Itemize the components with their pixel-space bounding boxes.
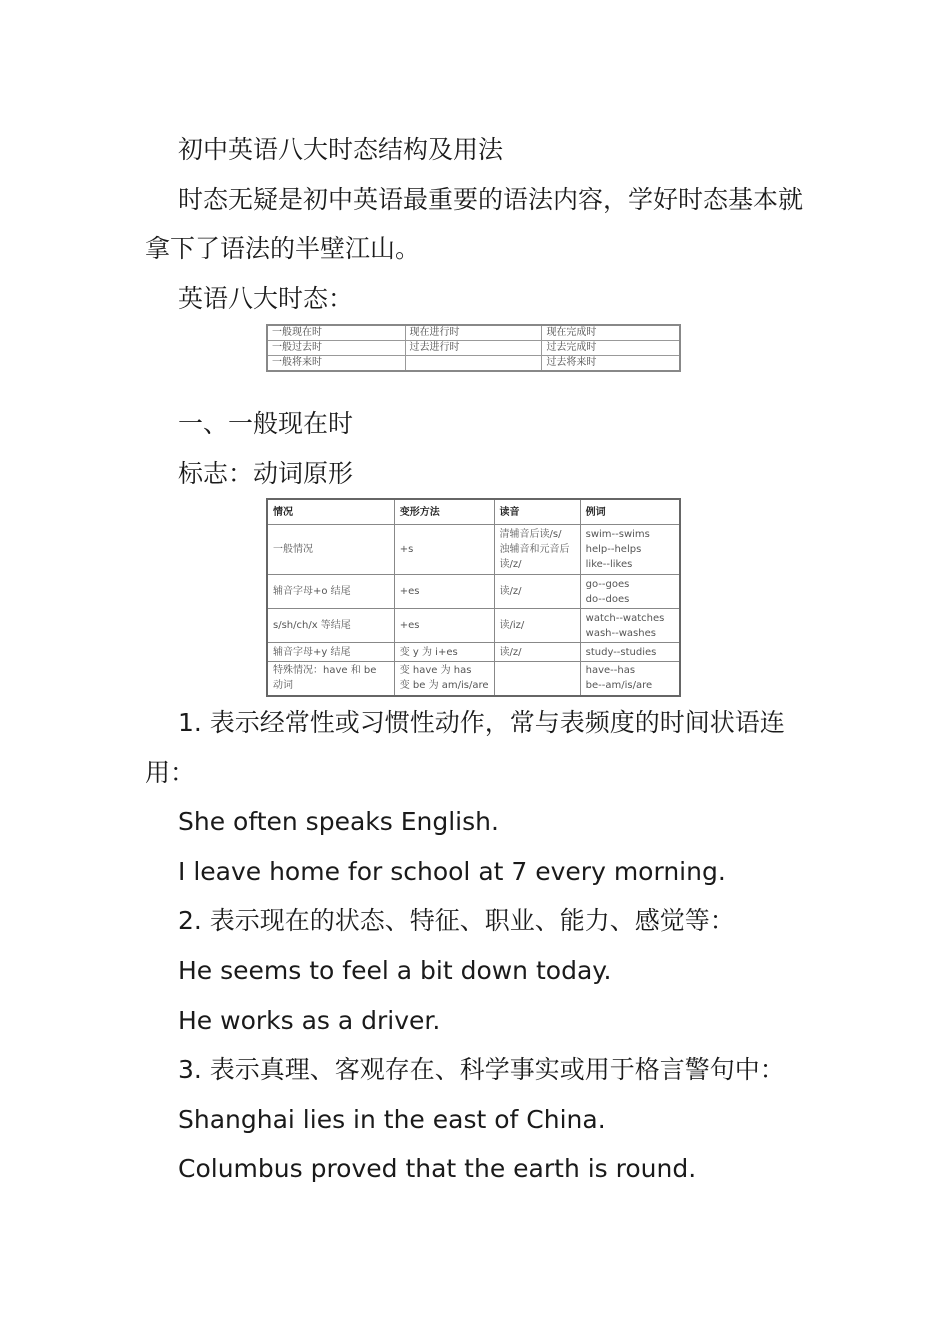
- tenses-heading: 英语八大时态：: [178, 284, 354, 313]
- table-cell: 过去完成时: [542, 341, 680, 356]
- table-cell: 过去进行时: [405, 341, 542, 356]
- example-sentence: I leave home for school at 7 every morning.: [178, 857, 726, 886]
- table-cell: 过去将来时: [542, 356, 680, 372]
- cell-line: 变 y 为 i+es: [399, 646, 458, 658]
- table-row: [267, 643, 680, 662]
- cell-line: have--has: [585, 665, 636, 677]
- cell-line: be--am/is/are: [585, 680, 653, 692]
- column-header: 情况: [267, 499, 394, 525]
- method-cell: [394, 609, 494, 643]
- method-cell: [394, 662, 494, 696]
- intro-line-1: 时态无疑是初中英语最重要的语法内容，学好时态基本就: [178, 185, 804, 214]
- intro-line-2: 拿下了语法的半壁江山。: [145, 234, 421, 263]
- cell-line: study--studies: [585, 646, 657, 658]
- case-cell: 特殊情况：have 和 be 动词: [267, 662, 394, 696]
- sound-cell: [494, 643, 580, 662]
- cell-line: 清辅音后读/s/: [499, 529, 562, 540]
- cell-line: like--likes: [585, 559, 633, 570]
- cell-line: watch--watches: [585, 612, 665, 624]
- table-row: [267, 356, 680, 372]
- table-cell: [405, 356, 542, 372]
- cell-line: 读/z/: [499, 559, 522, 570]
- example-sentence: Columbus proved that the earth is round.: [178, 1154, 697, 1183]
- sound-cell: [494, 525, 580, 575]
- usage-2: 2. 表示现在的状态、特征、职业、能力、感觉等：: [178, 906, 735, 935]
- case-cell: s/sh/ch/x 等结尾: [267, 609, 394, 643]
- cell-line: 变 be 为 am/is/are: [399, 680, 489, 692]
- table-row: [267, 575, 680, 609]
- case-cell: 辅音字母+y 结尾: [267, 643, 394, 662]
- column-header: 变形方法: [394, 499, 494, 525]
- example-sentence: He seems to feel a bit down today.: [178, 956, 612, 985]
- examples-cell: [580, 525, 680, 575]
- cell-line: swim--swims: [585, 529, 650, 540]
- example-sentence: Shanghai lies in the east of China.: [178, 1105, 606, 1134]
- table-header-row: [267, 499, 680, 525]
- column-header: 读音: [494, 499, 580, 525]
- cell-line: help--helps: [585, 544, 642, 555]
- table-row: [267, 609, 680, 643]
- sound-cell: [494, 609, 580, 643]
- cell-line: +es: [399, 620, 420, 631]
- usage-3: 3. 表示真理、客观存在、科学事实或用于格言警句中：: [178, 1055, 785, 1084]
- examples-cell: [580, 609, 680, 643]
- cell-line: 浊辅音和元音后: [499, 544, 570, 555]
- cell-line: +s: [399, 544, 414, 555]
- sound-cell: [494, 575, 580, 609]
- method-cell: [394, 575, 494, 609]
- tenses-table: [266, 324, 681, 372]
- method-cell: [394, 643, 494, 662]
- cell-line: 变 have 为 has: [399, 665, 472, 677]
- examples-cell: [580, 662, 680, 696]
- table-cell: 一般现在时: [267, 325, 405, 341]
- cell-line: do--does: [585, 593, 630, 605]
- case-cell: 一般情况: [267, 525, 394, 575]
- cell-line: 读/z/: [499, 586, 522, 597]
- examples-cell: [580, 575, 680, 609]
- usage-1-line-2: 用：: [145, 758, 196, 787]
- sound-cell: [494, 662, 580, 696]
- example-sentence: He works as a driver.: [178, 1006, 441, 1035]
- table-row: [267, 341, 680, 356]
- verb-forms-table: [266, 498, 681, 697]
- cell-line: 读/z/: [499, 646, 522, 658]
- table-row: [267, 662, 680, 696]
- table-row: [267, 525, 680, 575]
- column-header: 例词: [580, 499, 680, 525]
- method-cell: [394, 525, 494, 575]
- document-title: 初中英语八大时态结构及用法: [178, 135, 504, 164]
- cell-line: wash--washes: [585, 627, 656, 639]
- table-cell: 一般将来时: [267, 356, 405, 372]
- examples-cell: [580, 643, 680, 662]
- table-row: [267, 325, 680, 341]
- table-cell: 现在进行时: [405, 325, 542, 341]
- case-cell: 辅音字母+o 结尾: [267, 575, 394, 609]
- table-cell: 一般过去时: [267, 341, 405, 356]
- cell-line: go--goes: [585, 578, 630, 590]
- section-marker: 标志：动词原形: [178, 459, 354, 488]
- section-heading: 一、一般现在时: [178, 409, 354, 438]
- usage-1-line-1: 1. 表示经常性或习惯性动作，常与表频度的时间状语连: [178, 708, 785, 737]
- cell-line: +es: [399, 586, 420, 597]
- cell-line: 读/iz/: [499, 620, 525, 631]
- example-sentence: She often speaks English.: [178, 807, 499, 836]
- table-cell: 现在完成时: [542, 325, 680, 341]
